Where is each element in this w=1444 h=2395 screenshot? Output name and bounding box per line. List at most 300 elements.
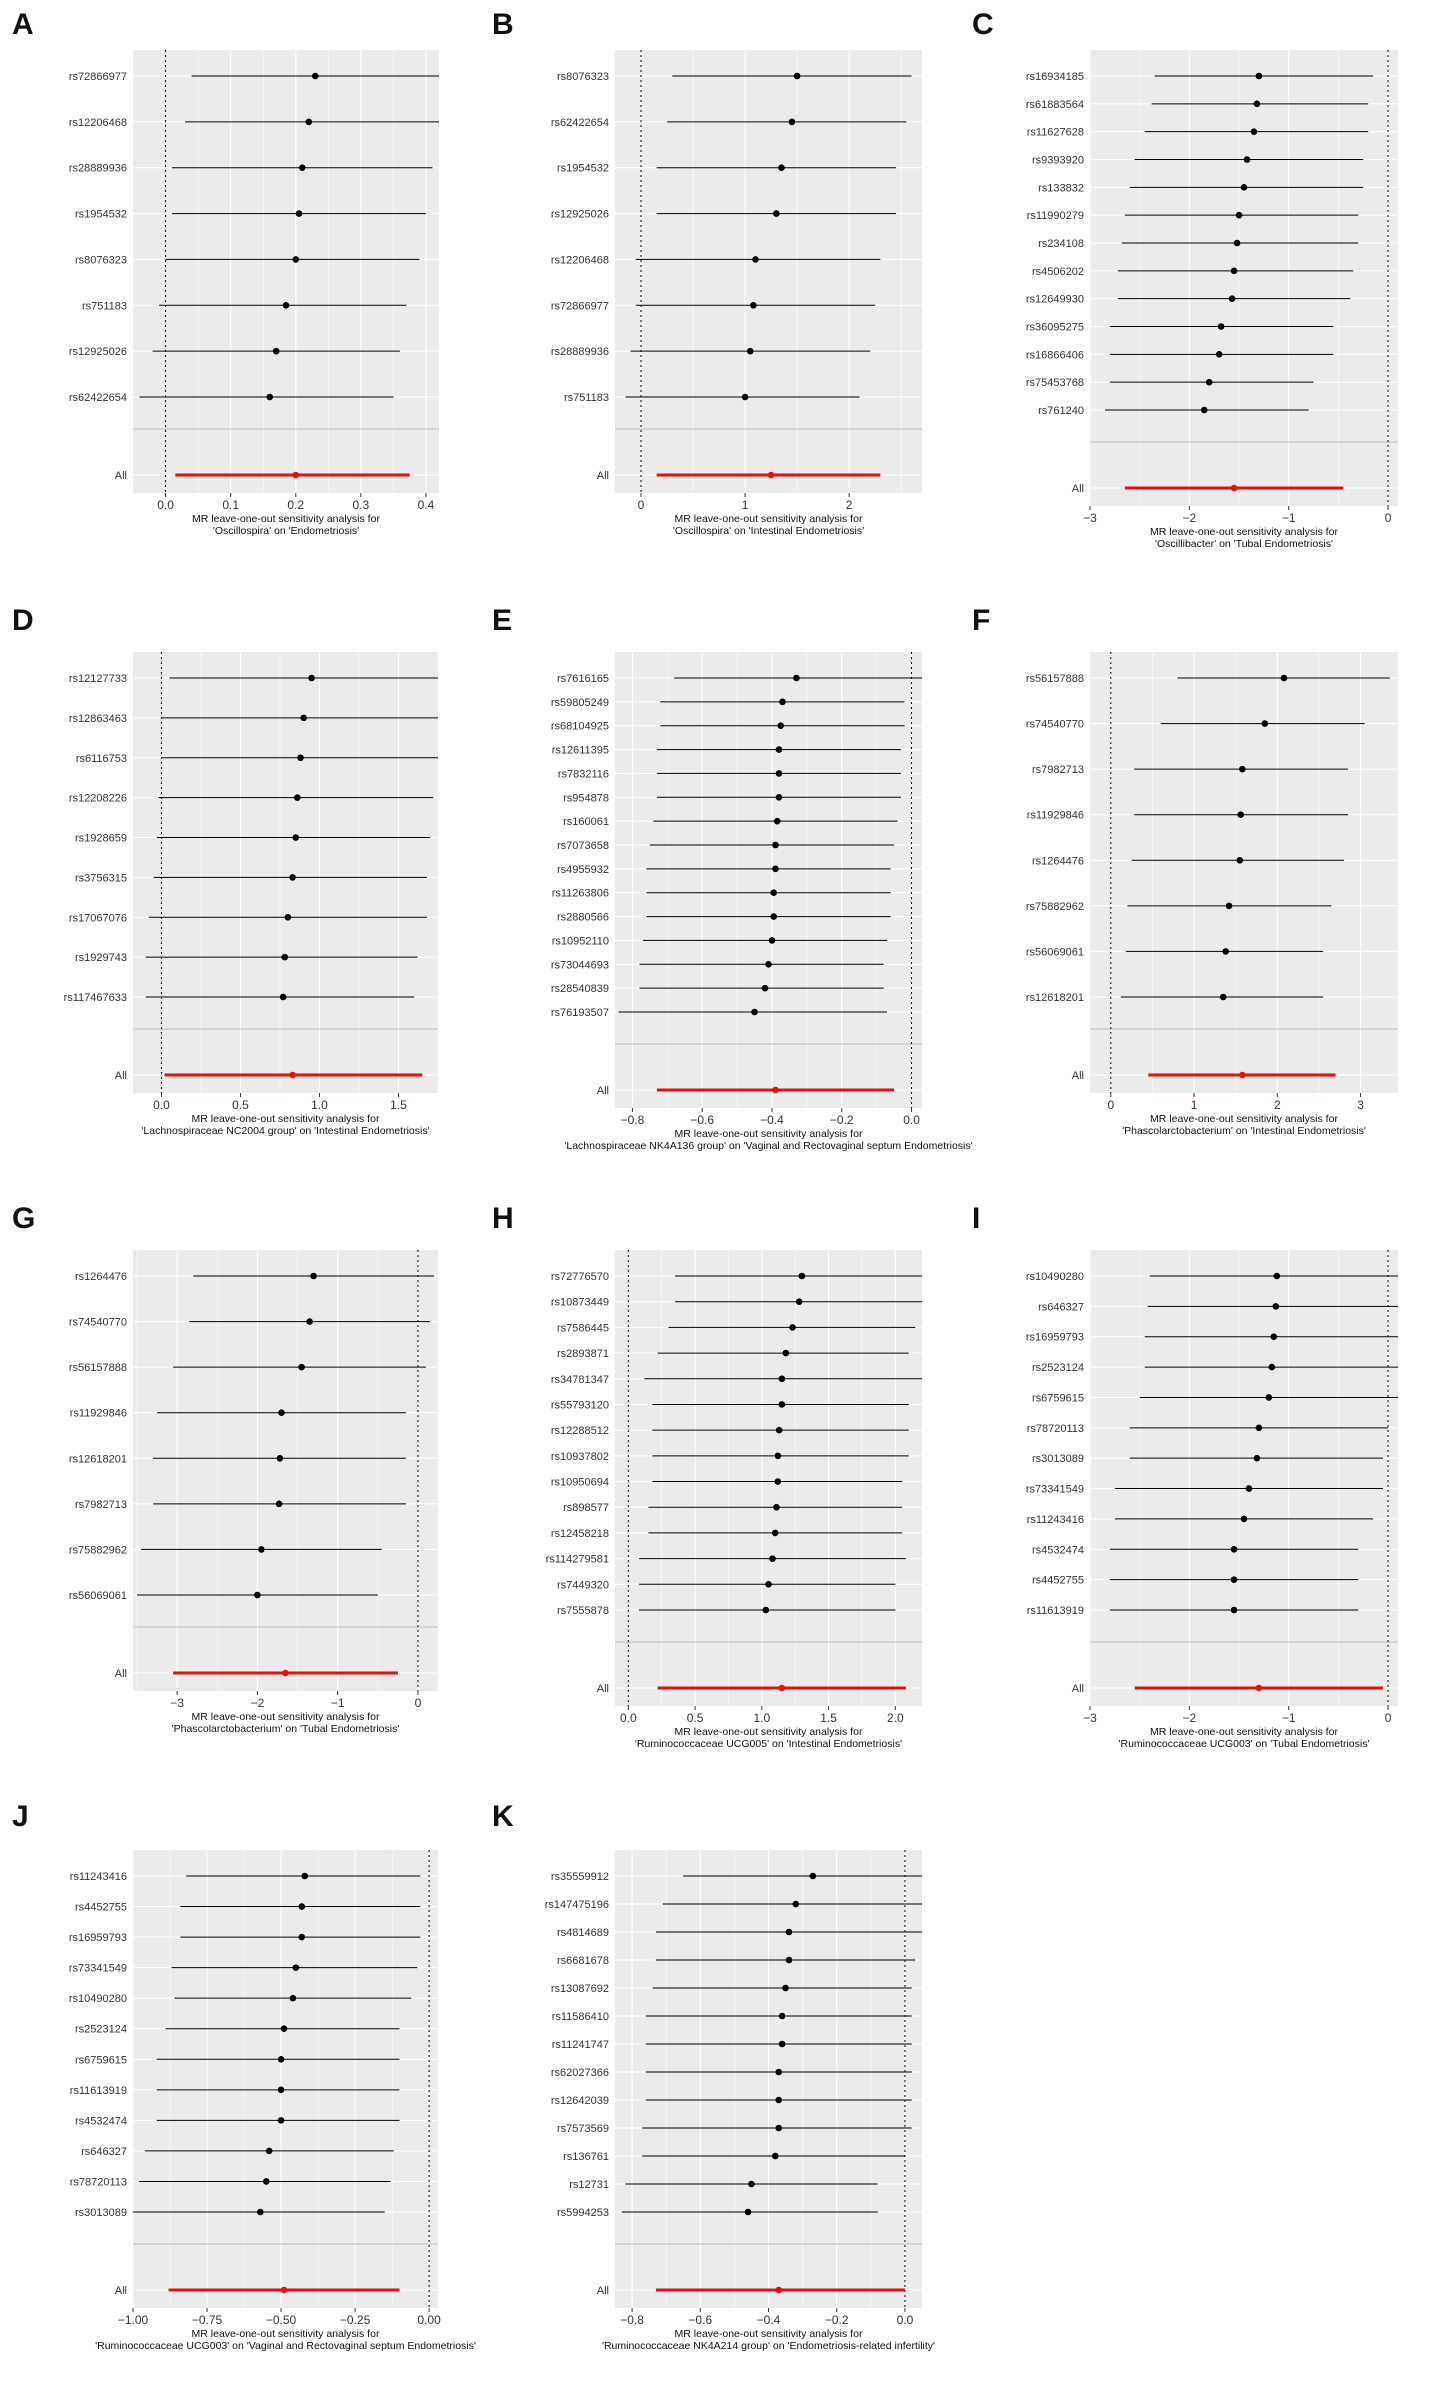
plot-background — [615, 50, 922, 493]
x-tick-label: 0.0 — [620, 1711, 637, 1725]
estimate-point — [1231, 1576, 1238, 1583]
estimate-point — [1251, 128, 1258, 135]
plot-background — [615, 652, 922, 1108]
snp-label: rs74540770 — [1025, 718, 1084, 731]
forest-plot-svg — [0, 0, 480, 596]
estimate-point — [776, 1427, 783, 1434]
snp-label: rs12288512 — [550, 1425, 609, 1438]
forest-plot-svg — [960, 1194, 1444, 1792]
plot-background — [133, 50, 439, 493]
estimate-point — [1266, 1394, 1273, 1401]
estimate-point — [281, 2025, 288, 2032]
estimate-point — [772, 1530, 779, 1537]
snp-label: rs62422654 — [68, 392, 127, 404]
estimate-point — [1222, 948, 1229, 955]
snp-label: rs3013089 — [1032, 1453, 1084, 1466]
x-tick-label: 0.0 — [157, 498, 174, 512]
x-axis-label: MR leave-one-out sensitivity analysis for — [1150, 526, 1338, 538]
x-tick-label: 2.0 — [886, 1711, 904, 1725]
x-tick-label: −0.50 — [265, 2313, 297, 2327]
snp-label: rs6681678 — [557, 1955, 609, 1967]
x-tick-label: −0.4 — [756, 2313, 781, 2327]
overall-estimate-point — [1231, 485, 1238, 492]
snp-label: rs4452755 — [1032, 1574, 1084, 1587]
estimate-point — [747, 348, 754, 355]
estimate-point — [298, 1934, 305, 1941]
snp-label: rs2880566 — [557, 911, 609, 924]
x-tick-label: −0.75 — [191, 2313, 223, 2327]
estimate-point — [1262, 720, 1269, 727]
snp-label: rs147475196 — [544, 1899, 609, 1911]
snp-label: rs2523124 — [1032, 1362, 1084, 1375]
estimate-point — [1231, 1607, 1238, 1614]
snp-label: rs76193507 — [550, 1007, 609, 1019]
snp-label: rs12649930 — [1025, 293, 1084, 306]
snp-label: rs160061 — [563, 816, 609, 829]
x-tick-label: 2 — [1273, 1098, 1281, 1112]
snp-label: rs2893871 — [557, 1348, 609, 1361]
estimate-point — [278, 1409, 285, 1416]
snp-label: rs761240 — [1038, 405, 1084, 417]
snp-label: rs36095275 — [1025, 321, 1084, 334]
x-axis-label: 'Phascolarctobacterium' on 'Intestinal Endometriosis' — [1122, 1125, 1366, 1137]
estimate-point — [1254, 1455, 1261, 1462]
overall-label: All — [596, 2285, 609, 2297]
overall-label: All — [114, 470, 127, 482]
forest-plot-svg — [480, 0, 960, 596]
snp-label: rs4532474 — [75, 2115, 127, 2128]
estimate-point — [750, 302, 757, 309]
plot-background — [615, 1250, 922, 1706]
estimate-point — [752, 256, 759, 263]
estimate-point — [745, 2209, 752, 2216]
estimate-point — [1271, 1333, 1278, 1340]
estimate-point — [278, 2117, 285, 2124]
snp-label: rs16959793 — [1025, 1331, 1084, 1344]
estimate-point — [772, 2153, 779, 2160]
estimate-point — [763, 1607, 770, 1614]
estimate-point — [792, 1901, 799, 1908]
panel-letter: B — [492, 8, 514, 41]
snp-label: rs8076323 — [557, 71, 609, 83]
forest-plot-svg — [960, 596, 1444, 1194]
snp-label: rs4506202 — [1032, 265, 1084, 278]
overall-label: All — [1071, 1070, 1084, 1082]
snp-label: rs234108 — [1038, 238, 1084, 250]
forest-panel-g — [0, 1194, 480, 1792]
estimate-point — [1236, 212, 1243, 219]
x-tick-label: 1.0 — [311, 1098, 328, 1112]
snp-label: rs68104925 — [550, 720, 609, 733]
snp-label: rs2523124 — [75, 2023, 127, 2036]
forest-panel-e — [480, 596, 973, 1194]
estimate-point — [1201, 407, 1208, 414]
forest-panel-c — [960, 0, 1444, 596]
snp-label: rs16934185 — [1025, 71, 1084, 83]
x-axis-label: 'Phascolarctobacterium' on 'Tubal Endometriosis' — [171, 1723, 400, 1735]
estimate-point — [308, 675, 315, 682]
estimate-point — [276, 1501, 283, 1508]
x-tick-label: −0.25 — [339, 2313, 371, 2327]
snp-label: rs59805249 — [550, 696, 609, 709]
snp-label: rs17067076 — [68, 912, 127, 925]
x-tick-label: −3 — [1083, 511, 1097, 525]
panel-letter: A — [12, 8, 34, 41]
x-axis-label: MR leave-one-out sensitivity analysis for — [192, 513, 380, 525]
estimate-point — [278, 2056, 285, 2063]
estimate-point — [306, 1318, 313, 1325]
snp-label: rs73341549 — [68, 1962, 127, 1975]
snp-label: rs4955932 — [557, 863, 609, 876]
forest-plot-svg — [0, 1792, 480, 2392]
snp-label: rs751183 — [81, 300, 127, 313]
estimate-point — [773, 210, 780, 217]
snp-label: rs10937802 — [550, 1450, 609, 1463]
snp-label: rs133832 — [1038, 182, 1084, 195]
x-axis-label: MR leave-one-out sensitivity analysis for — [1150, 1726, 1338, 1738]
panel-letter: J — [12, 1800, 29, 1833]
estimate-point — [799, 1273, 806, 1280]
estimate-point — [742, 394, 749, 401]
x-tick-label: 1 — [1190, 1098, 1198, 1112]
snp-label: rs12925026 — [550, 208, 609, 221]
estimate-point — [774, 818, 781, 825]
estimate-point — [1216, 351, 1223, 358]
snp-label: rs12611395 — [551, 744, 609, 757]
estimate-point — [751, 1009, 758, 1016]
x-tick-label: 1.5 — [390, 1098, 407, 1112]
estimate-point — [775, 2097, 782, 2104]
estimate-point — [775, 2069, 782, 2076]
overall-estimate-point — [292, 472, 299, 479]
x-axis-label: MR leave-one-out sensitivity analysis for — [191, 2328, 380, 2340]
snp-label: rs28540839 — [550, 983, 609, 996]
snp-label: rs78720113 — [69, 2176, 127, 2189]
estimate-point — [748, 2181, 755, 2188]
x-tick-label: −1 — [1281, 511, 1296, 525]
snp-label: rs56069061 — [68, 1590, 127, 1602]
estimate-point — [779, 1375, 786, 1382]
overall-label: All — [114, 1668, 127, 1680]
x-tick-label: 0.0 — [153, 1098, 170, 1112]
snp-label: rs12925026 — [68, 346, 127, 359]
panel-letter: D — [12, 604, 34, 637]
snp-label: rs75882962 — [1025, 900, 1084, 913]
x-axis-label: MR leave-one-out sensitivity analysis for — [674, 513, 863, 525]
estimate-point — [794, 73, 801, 80]
panel-letter: G — [12, 1202, 36, 1235]
x-axis-label: 'Ruminococcaceae UCG003' on 'Tubal Endometriosis' — [1118, 1738, 1370, 1750]
x-axis-label: 'Ruminococcaceae UCG005' on 'Intestinal Endometriosis' — [634, 1738, 903, 1750]
x-tick-label: −2 — [250, 1696, 265, 1710]
x-tick-label: −3 — [170, 1696, 184, 1710]
snp-label: rs6116753 — [75, 752, 127, 765]
snp-label: rs7832116 — [557, 768, 609, 781]
estimate-point — [297, 754, 304, 761]
estimate-point — [775, 1453, 782, 1460]
estimate-point — [770, 913, 777, 920]
snp-label: rs11586410 — [551, 2011, 609, 2023]
forest-plot-svg — [960, 0, 1444, 596]
panel-letter: I — [972, 1202, 981, 1235]
x-tick-label: −0.4 — [760, 1113, 784, 1127]
x-tick-label: −3 — [1083, 1711, 1097, 1725]
estimate-point — [786, 1929, 793, 1936]
snp-label: rs62027366 — [550, 2067, 609, 2079]
snp-label: rs73341549 — [1025, 1483, 1084, 1496]
estimate-point — [277, 1455, 284, 1462]
estimate-point — [294, 794, 301, 801]
snp-label: rs12458218 — [550, 1527, 609, 1540]
snp-label: rs7555878 — [557, 1605, 609, 1617]
estimate-point — [266, 394, 273, 401]
estimate-point — [258, 1546, 265, 1553]
plot-background — [1090, 1250, 1398, 1706]
snp-label: rs751183 — [563, 392, 609, 404]
estimate-point — [1234, 240, 1241, 247]
snp-label: rs11929846 — [69, 1407, 127, 1420]
x-tick-label: −0.2 — [824, 2313, 849, 2327]
estimate-point — [1269, 1364, 1276, 1371]
overall-estimate-point — [1239, 1072, 1246, 1079]
snp-label: rs6759615 — [1032, 1392, 1084, 1405]
x-tick-label: 3 — [1357, 1098, 1364, 1112]
snp-label: rs10873449 — [550, 1296, 609, 1309]
estimate-point — [296, 210, 303, 217]
estimate-point — [263, 2178, 270, 2185]
forest-panel-i — [960, 1194, 1444, 1792]
snp-label: rs75882962 — [68, 1544, 127, 1557]
x-tick-label: −1 — [1281, 1711, 1296, 1725]
x-axis-label: 'Oscillospira' on 'Intestinal Endometriosis' — [672, 525, 865, 537]
plot-background — [1090, 50, 1398, 506]
snp-label: rs13087692 — [550, 1983, 609, 1995]
snp-label: rs73044693 — [550, 959, 609, 972]
estimate-point — [1229, 295, 1236, 302]
snp-label: rs7449320 — [557, 1579, 609, 1592]
overall-estimate-point — [768, 472, 775, 479]
snp-label: rs1954532 — [557, 162, 609, 175]
overall-estimate-point — [289, 1072, 296, 1079]
x-tick-label: 1.5 — [820, 1711, 837, 1725]
plot-background — [1090, 652, 1398, 1093]
overall-estimate-point — [779, 1685, 786, 1692]
snp-label: rs12731 — [569, 2179, 609, 2191]
estimate-point — [1254, 101, 1261, 108]
snp-label: rs4814689 — [557, 1927, 609, 1939]
forest-plot-svg — [0, 596, 480, 1194]
panel-letter: E — [492, 604, 513, 637]
estimate-point — [775, 1478, 782, 1485]
x-tick-label: 0 — [1384, 511, 1392, 525]
snp-label: rs78720113 — [1026, 1422, 1084, 1435]
x-tick-label: 0.5 — [232, 1098, 249, 1112]
estimate-point — [281, 954, 288, 961]
x-tick-label: −0.6 — [688, 2313, 713, 2327]
forest-panel-j — [0, 1792, 480, 2392]
snp-label: rs16866406 — [1025, 349, 1084, 362]
forest-panel-k — [480, 1792, 960, 2392]
x-tick-label: 0.00 — [417, 2313, 441, 2327]
snp-label: rs11613919 — [1026, 1605, 1084, 1617]
estimate-point — [289, 874, 296, 881]
x-tick-label: −1.00 — [117, 2313, 149, 2327]
overall-label: All — [596, 1683, 609, 1695]
x-tick-label: −0.8 — [620, 1113, 645, 1127]
x-tick-label: 0.5 — [686, 1711, 704, 1725]
snp-label: rs7073658 — [557, 840, 609, 852]
estimate-point — [280, 994, 287, 1001]
x-axis-label: MR leave-one-out sensitivity analysis for — [191, 1113, 380, 1125]
x-tick-label: −1 — [330, 1696, 345, 1710]
snp-label: rs72866977 — [68, 71, 127, 83]
estimate-point — [778, 164, 785, 171]
x-tick-label: 0 — [414, 1696, 422, 1710]
snp-label: rs34781347 — [550, 1373, 609, 1386]
x-tick-label: 0.0 — [896, 2313, 914, 2327]
snp-label: rs72866977 — [550, 300, 609, 313]
estimate-point — [1244, 156, 1251, 163]
snp-label: rs11263806 — [551, 887, 609, 900]
estimate-point — [293, 1964, 300, 1971]
snp-label: rs7982713 — [75, 1498, 127, 1511]
x-tick-label: 0 — [1107, 1098, 1115, 1112]
estimate-point — [283, 302, 290, 309]
snp-label: rs11241747 — [551, 2039, 609, 2051]
forest-plot-svg — [0, 1194, 480, 1792]
snp-label: rs114279581 — [545, 1553, 609, 1566]
estimate-point — [292, 834, 299, 841]
snp-label: rs11243416 — [1026, 1513, 1084, 1526]
estimate-point — [290, 1995, 297, 2002]
x-axis-label: 'Oscillospira' on 'Endometriosis' — [212, 525, 360, 537]
snp-label: rs8076323 — [75, 254, 127, 267]
snp-label: rs56157888 — [1025, 673, 1084, 685]
x-tick-label: 0 — [637, 498, 645, 512]
estimate-point — [1206, 379, 1213, 386]
estimate-point — [777, 722, 784, 729]
overall-label: All — [596, 1085, 609, 1097]
x-axis-label: MR leave-one-out sensitivity analysis for — [674, 2328, 863, 2340]
estimate-point — [298, 1903, 305, 1910]
x-axis-label: MR leave-one-out sensitivity analysis for — [1150, 1113, 1338, 1125]
x-tick-label: −0.8 — [620, 2313, 644, 2327]
snp-label: rs4452755 — [75, 1901, 127, 1914]
snp-label: rs1264476 — [75, 1271, 127, 1283]
snp-label: rs1929743 — [75, 952, 127, 965]
estimate-point — [762, 985, 769, 992]
panel-letter: C — [972, 8, 994, 41]
forest-plot-svg — [480, 1792, 960, 2392]
snp-label: rs6759615 — [75, 2054, 127, 2067]
snp-label: rs12208226 — [68, 792, 127, 805]
estimate-point — [789, 119, 796, 126]
forest-panel-a — [0, 0, 480, 596]
snp-label: rs12618201 — [1025, 992, 1084, 1004]
panel-letter: K — [492, 1800, 514, 1833]
forest-panel-f — [960, 596, 1444, 1194]
snp-label: rs1264476 — [1032, 855, 1084, 868]
snp-label: rs3013089 — [75, 2207, 127, 2219]
snp-label: rs12863463 — [68, 712, 127, 725]
snp-label: rs28889936 — [550, 346, 609, 359]
estimate-point — [1237, 811, 1244, 818]
snp-label: rs9393920 — [1032, 154, 1084, 167]
x-tick-label: 0.4 — [417, 498, 435, 512]
x-axis-label: 'Ruminococcaceae NK4A214 group' on 'Endometriosis-related infertility' — [601, 2340, 936, 2352]
snp-label: rs7616165 — [557, 673, 609, 685]
estimate-point — [1239, 766, 1246, 773]
estimate-point — [1281, 675, 1288, 682]
snp-label: rs954878 — [563, 792, 609, 805]
estimate-point — [779, 1401, 786, 1408]
estimate-point — [810, 1873, 817, 1880]
estimate-point — [254, 1592, 261, 1599]
estimate-point — [1220, 994, 1227, 1001]
snp-label: rs56069061 — [1025, 946, 1084, 959]
snp-label: rs1928659 — [75, 832, 127, 845]
estimate-point — [793, 675, 800, 682]
x-tick-label: −2 — [1182, 1711, 1197, 1725]
estimate-point — [266, 2148, 273, 2155]
snp-label: rs12642039 — [550, 2095, 609, 2107]
snp-label: rs75453768 — [1025, 377, 1084, 390]
estimate-point — [765, 961, 772, 968]
panel-letter: H — [492, 1202, 514, 1235]
snp-label: rs12206468 — [68, 116, 127, 129]
snp-label: rs10952110 — [551, 935, 609, 948]
snp-label: rs61883564 — [1025, 98, 1084, 111]
x-tick-label: 1 — [741, 498, 749, 512]
estimate-point — [776, 794, 783, 801]
snp-label: rs56157888 — [68, 1362, 127, 1375]
snp-label: rs12127733 — [68, 673, 127, 685]
snp-label: rs117467633 — [63, 992, 127, 1004]
estimate-point — [776, 746, 783, 753]
overall-estimate-point — [775, 2287, 782, 2294]
overall-label: All — [1071, 483, 1084, 495]
estimate-point — [789, 1324, 796, 1331]
estimate-point — [779, 2013, 786, 2020]
panel-letter: F — [972, 604, 991, 637]
snp-label: rs3756315 — [75, 872, 127, 885]
estimate-point — [310, 1273, 317, 1280]
snp-label: rs11243416 — [69, 1871, 127, 1883]
forest-plot-svg — [480, 596, 973, 1194]
x-tick-label: 0.1 — [222, 498, 240, 512]
estimate-point — [292, 256, 299, 263]
x-axis-label: 'Oscillibacter' on 'Tubal Endometriosis' — [1154, 538, 1334, 550]
estimate-point — [312, 73, 319, 80]
x-axis-label: MR leave-one-out sensitivity analysis for — [191, 1711, 380, 1723]
x-axis-label: 'Ruminococcaceae UCG003' on 'Vaginal and Rectovaginal septum Endometriosis' — [95, 2340, 476, 2352]
estimate-point — [278, 2087, 285, 2094]
estimate-point — [1237, 857, 1244, 864]
estimate-point — [796, 1298, 803, 1305]
x-axis-label: MR leave-one-out sensitivity analysis for — [674, 1726, 863, 1738]
estimate-point — [783, 1350, 790, 1357]
snp-label: rs1954532 — [75, 208, 127, 221]
snp-label: rs11627628 — [1026, 126, 1084, 139]
estimate-point — [779, 699, 786, 706]
x-tick-label: 2 — [845, 498, 853, 512]
estimate-point — [285, 914, 292, 921]
x-tick-label: 0.3 — [352, 498, 370, 512]
estimate-point — [273, 348, 280, 355]
estimate-point — [776, 770, 783, 777]
snp-label: rs7982713 — [1032, 764, 1084, 777]
overall-estimate-point — [281, 2287, 288, 2294]
